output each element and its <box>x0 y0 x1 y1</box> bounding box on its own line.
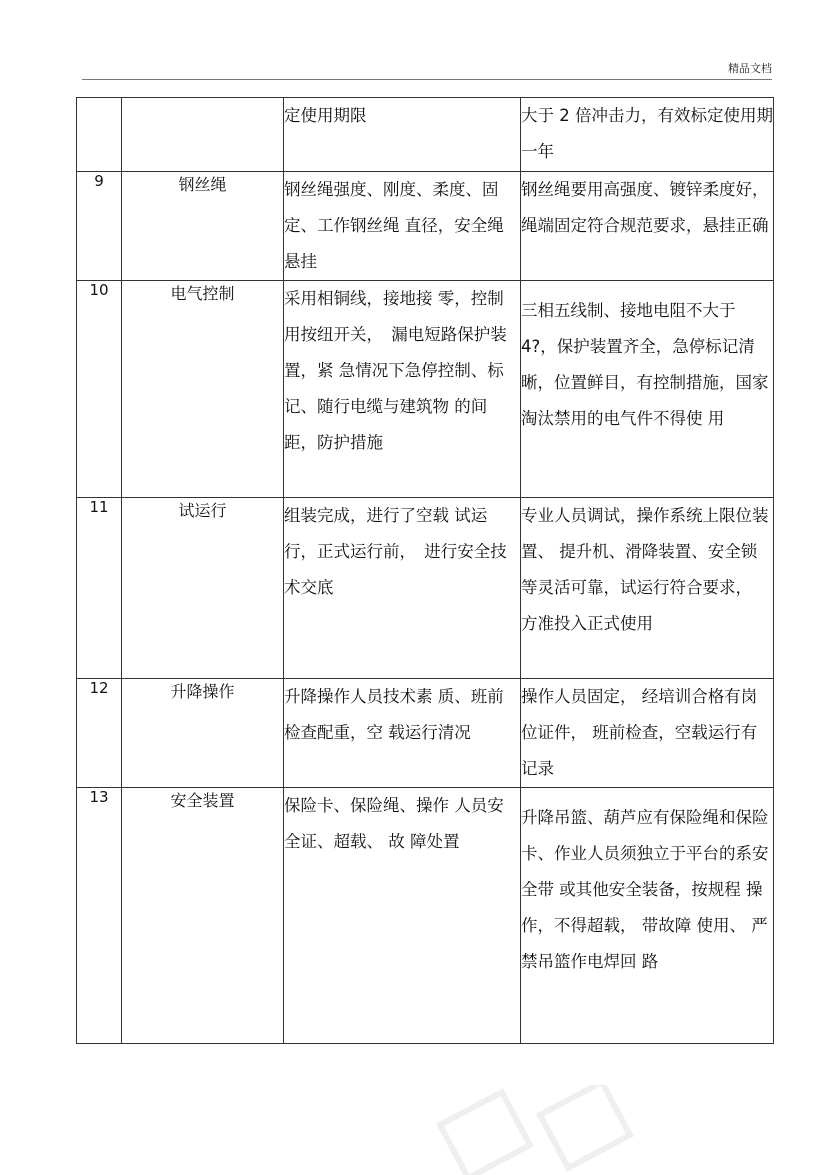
row-standard: 升降吊篮、葫芦应有保险绳和保险卡、作业人员须独立于平台的系安全带 或其他安全装备，按规程 操作，不得超载， 带故障 使用、 严禁吊篮作电焊回 路 <box>521 788 774 1044</box>
row-number: 13 <box>77 788 122 1044</box>
row-number: 12 <box>77 679 122 788</box>
table-row <box>77 788 774 1044</box>
row-number: 11 <box>77 498 122 679</box>
row-standard: 大于 2 倍冲击力，有效标定使用期一年 <box>521 98 774 172</box>
row-item: 电气控制 <box>122 281 284 498</box>
row-requirement: 钢丝绳强度、刚度、柔度、固定、工作钢丝绳 直径，安全绳悬挂 <box>284 172 521 281</box>
row-number: 9 <box>77 172 122 281</box>
row-item: 安全装置 <box>122 788 284 1044</box>
row-item: 钢丝绳 <box>122 172 284 281</box>
table-row <box>77 172 774 281</box>
header-label: 精品文档 <box>728 62 772 75</box>
row-requirement: 采用相铜线，接地接 零，控制用按纽开关， 漏电短路保护装置，紧 急情况下急停控制、标 记、随行电缆与建筑物 的间距，防护措施 <box>284 281 521 498</box>
row-number: 10 <box>77 281 122 498</box>
inspection-table <box>76 97 774 1044</box>
table-row <box>77 679 774 788</box>
row-requirement: 升降操作人员技术素 质、班前检查配重，空 载运行清况 <box>284 679 521 788</box>
row-standard: 专业人员调试，操作系统上限位装置、 提升机、滑降装置、安全锁等灵活可靠，试运行符合要求， 方准投入正式使用 <box>521 498 774 679</box>
header-rule <box>82 79 772 80</box>
row-requirement: 定使用期限 <box>284 98 521 172</box>
table-row <box>77 98 774 172</box>
row-requirement: 保险卡、保险绳、操作 人员安全证、超载、 故 障处置 <box>284 788 521 1044</box>
row-number <box>77 98 122 172</box>
row-item: 升降操作 <box>122 679 284 788</box>
watermark-graphic <box>430 1085 660 1175</box>
table-row <box>77 281 774 498</box>
table-row <box>77 498 774 679</box>
row-standard: 钢丝绳要用高强度、镀锌柔度好，绳端固定符合规范要求，悬挂正确 <box>521 172 774 281</box>
row-requirement: 组装完成，进行了空载 试运行，正式运行前， 进行安全技术交底 <box>284 498 521 679</box>
row-item: 试运行 <box>122 498 284 679</box>
row-standard: 操作人员固定， 经培训合格有岗位证件， 班前检查，空载运行有记录 <box>521 679 774 788</box>
row-standard: 三相五线制、接地电阻不大于 4?，保护装置齐全，急停标记清晰，位置鲜目，有控制措施，国家淘汰禁用的电气件不得使 用 <box>521 281 774 498</box>
row-item <box>122 98 284 172</box>
